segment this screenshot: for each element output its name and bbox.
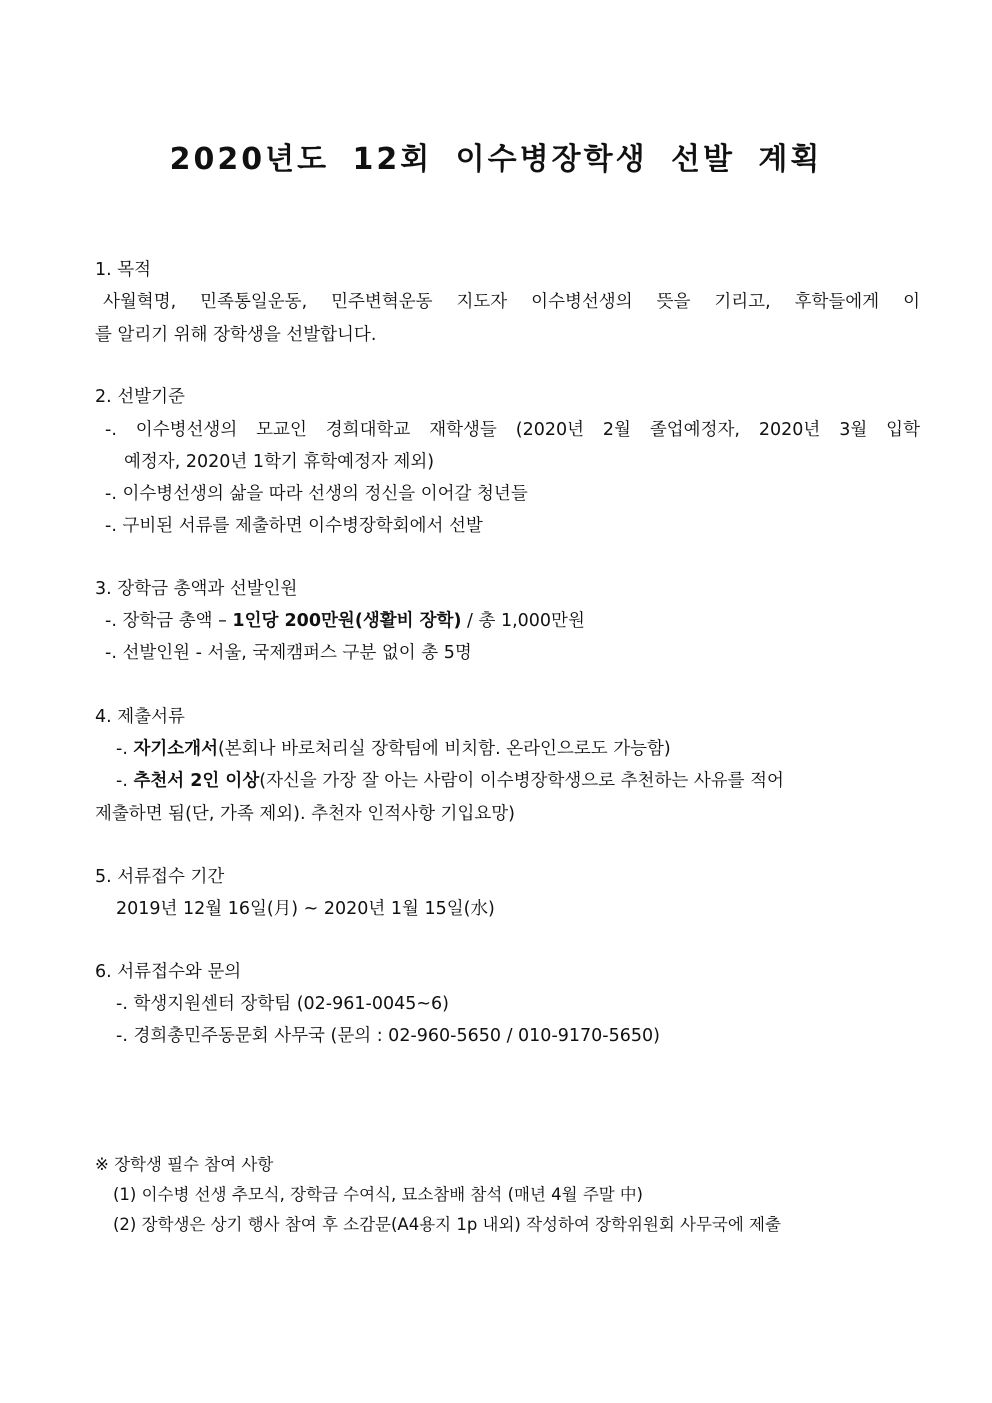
section-3-amount-line [105, 608, 585, 634]
amount-total: / 총 1,000만원 [461, 611, 585, 631]
section-6-contact-1: -. 학생지원센터 장학팀 (02-961-0045~6) [116, 994, 449, 1014]
section-6-contact-2: -. 경희총민주동문회 사무국 (문의 : 02-960-5650 / 010-9170-5650) [116, 1026, 660, 1046]
notice-item-1: (1) 이수병 선생 추모식, 장학금 수여식, 묘소참배 참석 (매년 4월 주말 中) [113, 1185, 643, 1204]
amount-per-person: 1인당 200만원(생활비 장학) [232, 611, 462, 631]
section-3-selection-count: -. 선발인원 - 서울, 국제캠퍼스 구분 없이 총 5명 [105, 643, 472, 663]
section-5-heading: 5. 서류접수 기간 [95, 867, 225, 887]
section-1-text-line-1: 사월혁명, 민족통일운동, 민주변혁운동 지도자 이수병선생의 뜻을 기리고, 후학들에게 이 [103, 292, 920, 312]
section-4-item-2-line-1 [116, 768, 784, 794]
document-title: 2020년도 12회 이수병장학생 선발 계획 [169, 142, 823, 177]
notice-heading: ※ 장학생 필수 참여 사항 [95, 1155, 274, 1174]
self-introduction-label: 자기소개서 [133, 739, 218, 759]
section-2-item-3: -. 구비된 서류를 제출하면 이수병장학회에서 선발 [105, 516, 483, 536]
section-6-heading: 6. 서류접수와 문의 [95, 962, 242, 982]
section-5-period: 2019년 12월 16일(月) ~ 2020년 1월 15일(水) [116, 899, 495, 919]
section-4-item-1 [116, 736, 671, 762]
section-2-item-1-line-2: 예정자, 2020년 1학기 휴학예정자 제외) [124, 452, 435, 472]
item-1-detail: (본회나 바로처리실 장학팀에 비치함. 온라인으로도 가능함) [217, 739, 671, 759]
amount-prefix: -. 장학금 총액 – [105, 611, 233, 631]
item-1-prefix: -. [116, 739, 134, 759]
section-2-heading: 2. 선발기준 [95, 387, 185, 407]
section-2-item-2: -. 이수병선생의 삶을 따라 선생의 정신을 이어갈 청년들 [105, 484, 528, 504]
section-4-heading: 4. 제출서류 [95, 707, 185, 727]
notice-item-2: (2) 장학생은 상기 행사 참여 후 소감문(A4용지 1p 내외) 작성하여 장학위원회 사무국에 제출 [113, 1215, 781, 1234]
section-3-heading: 3. 장학금 총액과 선발인원 [95, 579, 298, 599]
section-4-item-2-line-2: 제출하면 됨(단, 가족 제외). 추천자 인적사항 기입요망) [95, 804, 515, 824]
item-2-prefix: -. [116, 771, 134, 791]
section-1-heading: 1. 목적 [95, 260, 152, 280]
item-2-detail: (자신을 가장 잘 아는 사람이 이수병장학생으로 추천하는 사유를 적어 [259, 771, 784, 791]
section-2-item-1-line-1: -. 이수병선생의 모교인 경희대학교 재학생들 (2020년 2월 졸업예정자, 2020년 3월 입학 [105, 420, 920, 440]
section-1-text-line-2: 를 알리기 위해 장학생을 선발합니다. [95, 325, 377, 345]
recommendation-label: 추천서 2인 이상 [133, 771, 260, 791]
